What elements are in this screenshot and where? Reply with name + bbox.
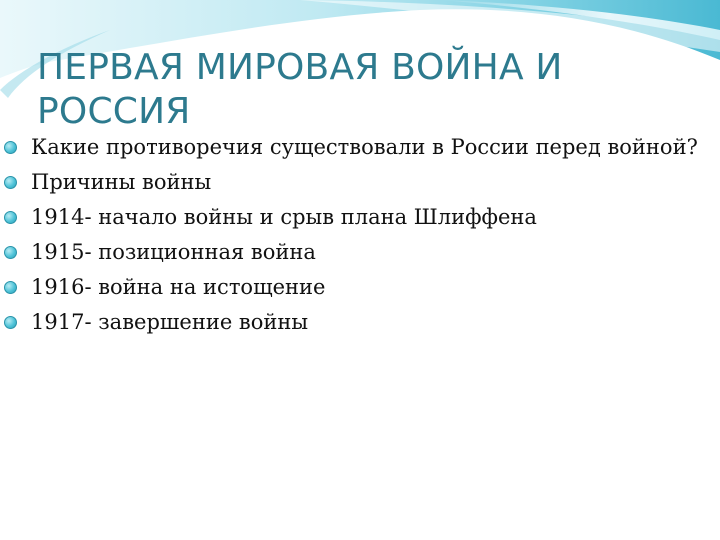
list-item-text: 1914- начало войны и срыв плана Шлиффена [31, 205, 537, 229]
list-item-text: 1917- завершение войны [31, 310, 309, 334]
bullet-dot-icon [4, 141, 17, 154]
slide-title: ПЕРВАЯ МИРОВАЯ ВОЙНА И РОССИЯ [37, 47, 563, 132]
list-item [0, 305, 700, 340]
list-item [0, 235, 700, 270]
bullet-dot-icon [4, 281, 17, 294]
bullet-dot-icon [4, 246, 17, 259]
list-item-text: 1915- позиционная война [31, 240, 316, 264]
bullet-list [0, 130, 700, 340]
bullet-dot-icon [4, 176, 17, 189]
bullet-dot-icon [4, 316, 17, 329]
list-item [0, 130, 700, 165]
list-item [0, 200, 700, 235]
list-item [0, 270, 700, 305]
list-item-text: Причины войны [31, 170, 212, 194]
list-item [0, 165, 700, 200]
list-item-text: 1916- война на истощение [31, 275, 326, 299]
bullet-dot-icon [4, 211, 17, 224]
list-item-text: Какие противоречия существовали в России перед войной? [31, 135, 698, 159]
